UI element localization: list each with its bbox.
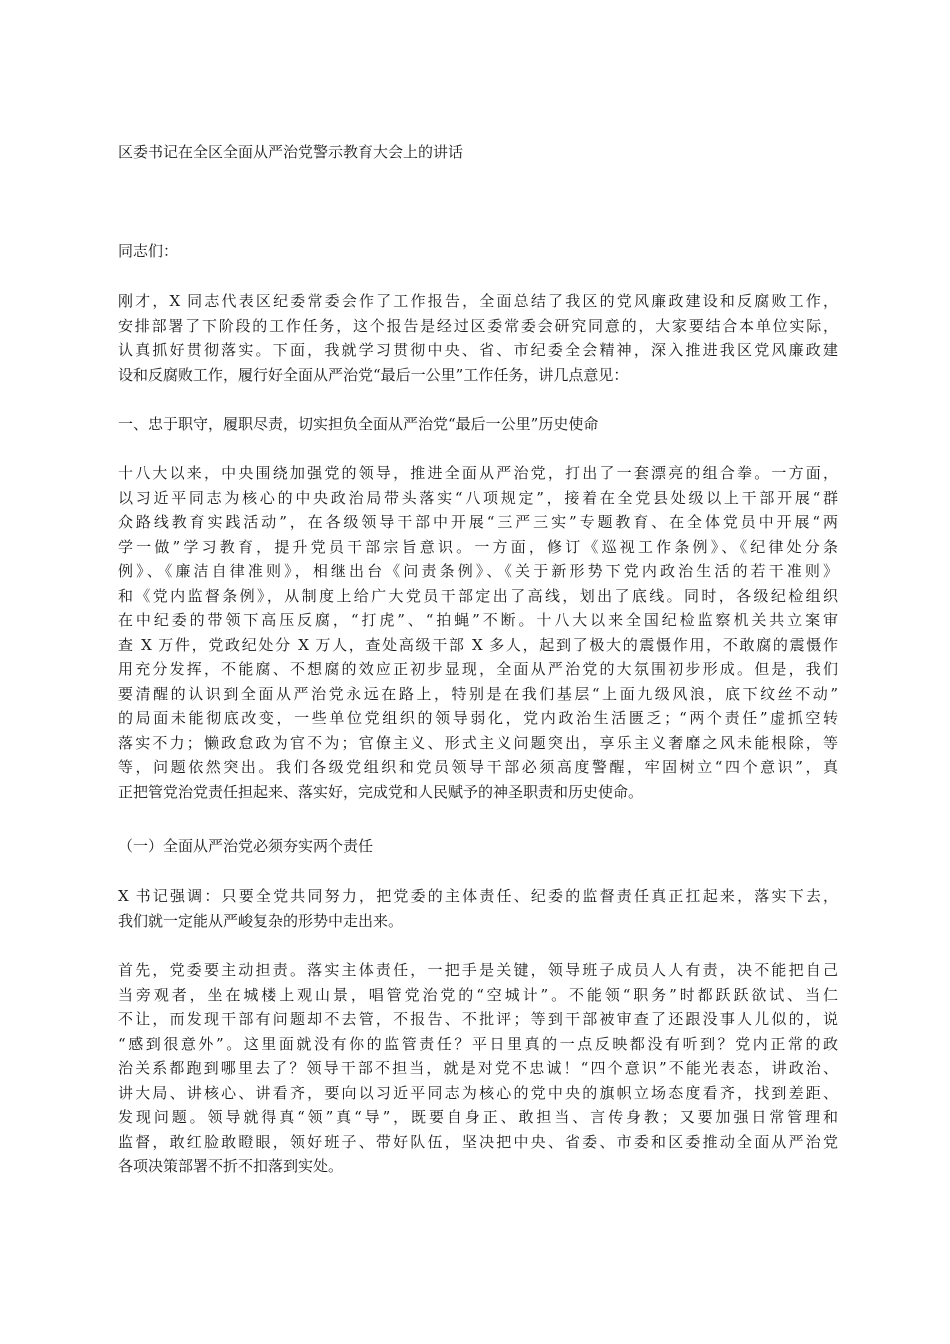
text-line: 安排部署了下阶段的工作任务，这个报告是经过区委常委会研究同意的，大家要结合本单位实际， [118, 316, 838, 335]
text-line: 监督，敢红脸敢瞪眼，领好班子、带好队伍，坚决把中央、省委、市委和区委推动全面从严治党 [118, 1132, 838, 1151]
paragraph-secretary-quote [118, 884, 838, 933]
text-line: 众路线教育实践活动”，在各级领导干部中开展“三严三实”专题教育、在全体党员中开展“两 [118, 513, 838, 531]
salutation-text: 同志们： [118, 242, 179, 260]
text-line: 例》、《廉洁自律准则》，相继出台《问责条例》、《关于新形势下党内政治生活的若干准则》 [118, 562, 838, 580]
text-line: 各项决策部署不折不扣落到实处。 [118, 1157, 344, 1175]
salutation [118, 239, 838, 264]
text-line: 用充分发挥，不能腐、不想腐的效应正初步显现，全面从严治党的大氛围初步形成。但是，我们 [118, 660, 838, 678]
text-line: 在中纪委的带领下高压反腐，“打虎”、“拍蝇”不断。十八大以来全国纪检监察机关共立案审 [118, 611, 838, 629]
text-line: 认真抓好贯彻落实。下面，我就学习贯彻中央、省、市纪委全会精神，深入推进我区党风廉政建 [118, 341, 838, 359]
paragraph-first-point [118, 958, 838, 1179]
text-line: 等，问题依然突出。我们各级党组织和党员领导干部必须高度警醒，牢固树立“四个意识”，真 [118, 758, 838, 776]
text-line: 落实不力；懒政怠政为官不为；官僚主义、形式主义问题突出，享乐主义奢靡之风未能根除，等 [118, 733, 838, 752]
text-line: 的局面未能彻底改变，一些单位党组织的领导弱化，党内政治生活匮乏；“两个责任”虚抓空转 [118, 709, 838, 727]
text-line: 以习近平同志为核心的中央政治局带头落实“八项规定”，接着在全党县处级以上干部开展“群 [118, 488, 838, 507]
text-line: 查 X 万件，党政纪处分 X 万人，查处高级干部 X 多人，起到了极大的震慑作用，不敢腐的震慑作 [118, 635, 838, 654]
text-line: 一、忠于职守，履职尽责，切实担负全面从严治党“最后一公里”历史使命 [118, 415, 599, 433]
text-line: 要清醒的认识到全面从严治党永远在路上，特别是在我们基层“上面九级风浪，底下纹丝不动” [118, 684, 838, 703]
text-line: 设和反腐败工作，履行好全面从严治党“最后一公里”工作任务，讲几点意见： [118, 365, 629, 384]
text-line: 发现问题。领导就得真“领”真“导”，既要自身正、敢担当、言传身教；又要加强日常管理和 [118, 1108, 838, 1126]
text-line: 讲大局、讲核心、讲看齐，要向以习近平同志为核心的党中央的旗帜立场态度看齐，找到差距、 [118, 1083, 838, 1102]
subsection-heading-1 [118, 834, 838, 859]
paragraph-intro [118, 289, 838, 387]
text-line: 当旁观者，坐在城楼上观山景，唱管党治党的“空城计”。不能领“职务”时都跃跃欲试、当仁 [118, 985, 838, 1004]
section-heading-1 [118, 412, 838, 437]
text-line: 我们就一定能从严峻复杂的形势中走出来。 [118, 911, 404, 930]
text-line: （一）全面从严治党必须夯实两个责任 [118, 837, 374, 855]
text-line: 治关系都跑到哪里去了？领导干部不担当，就是对党不忠诚！“四个意识”不能光表态，讲政治、 [118, 1059, 838, 1077]
text-line: 和《党内监督条例》，从制度上给广大党员干部定出了高线，划出了底线。同时，各级纪检组织 [118, 586, 838, 605]
text-line: 刚才，X 同志代表区纪委常委会作了工作报告，全面总结了我区的党风廉政建设和反腐败工作， [118, 292, 838, 310]
text-line: 不让，而发现干部有问题却不去管，不报告、不批评；等到干部被审查了还跟没事人儿似的，说 [118, 1010, 838, 1028]
text-line: 正把管党治党责任担起来、落实好，完成党和人民赋予的神圣职责和历史使命。 [118, 782, 644, 801]
paragraph-background [118, 461, 838, 804]
document-title: 区委书记在全区全面从严治党警示教育大会上的讲话 [118, 143, 464, 161]
text-line: “感到很意外”。这里面就没有你的监管责任？平日里真的一点反映都没有听到？党内正常的政 [118, 1034, 838, 1053]
text-line: 首先，党委要主动担责。落实主体责任，一把手是关键，领导班子成员人人有责，决不能把自己 [118, 961, 838, 979]
text-line: X 书记强调：只要全党共同努力，把党委的主体责任、纪委的监督责任真正扛起来，落实下去， [118, 887, 838, 905]
text-line: 学一做”学习教育，提升党员干部宗旨意识。一方面，修订《巡视工作条例》、《纪律处分条 [118, 537, 838, 556]
text-line: 十八大以来，中央围绕加强党的领导，推进全面从严治党，打出了一套漂亮的组合拳。一方面， [118, 464, 838, 482]
